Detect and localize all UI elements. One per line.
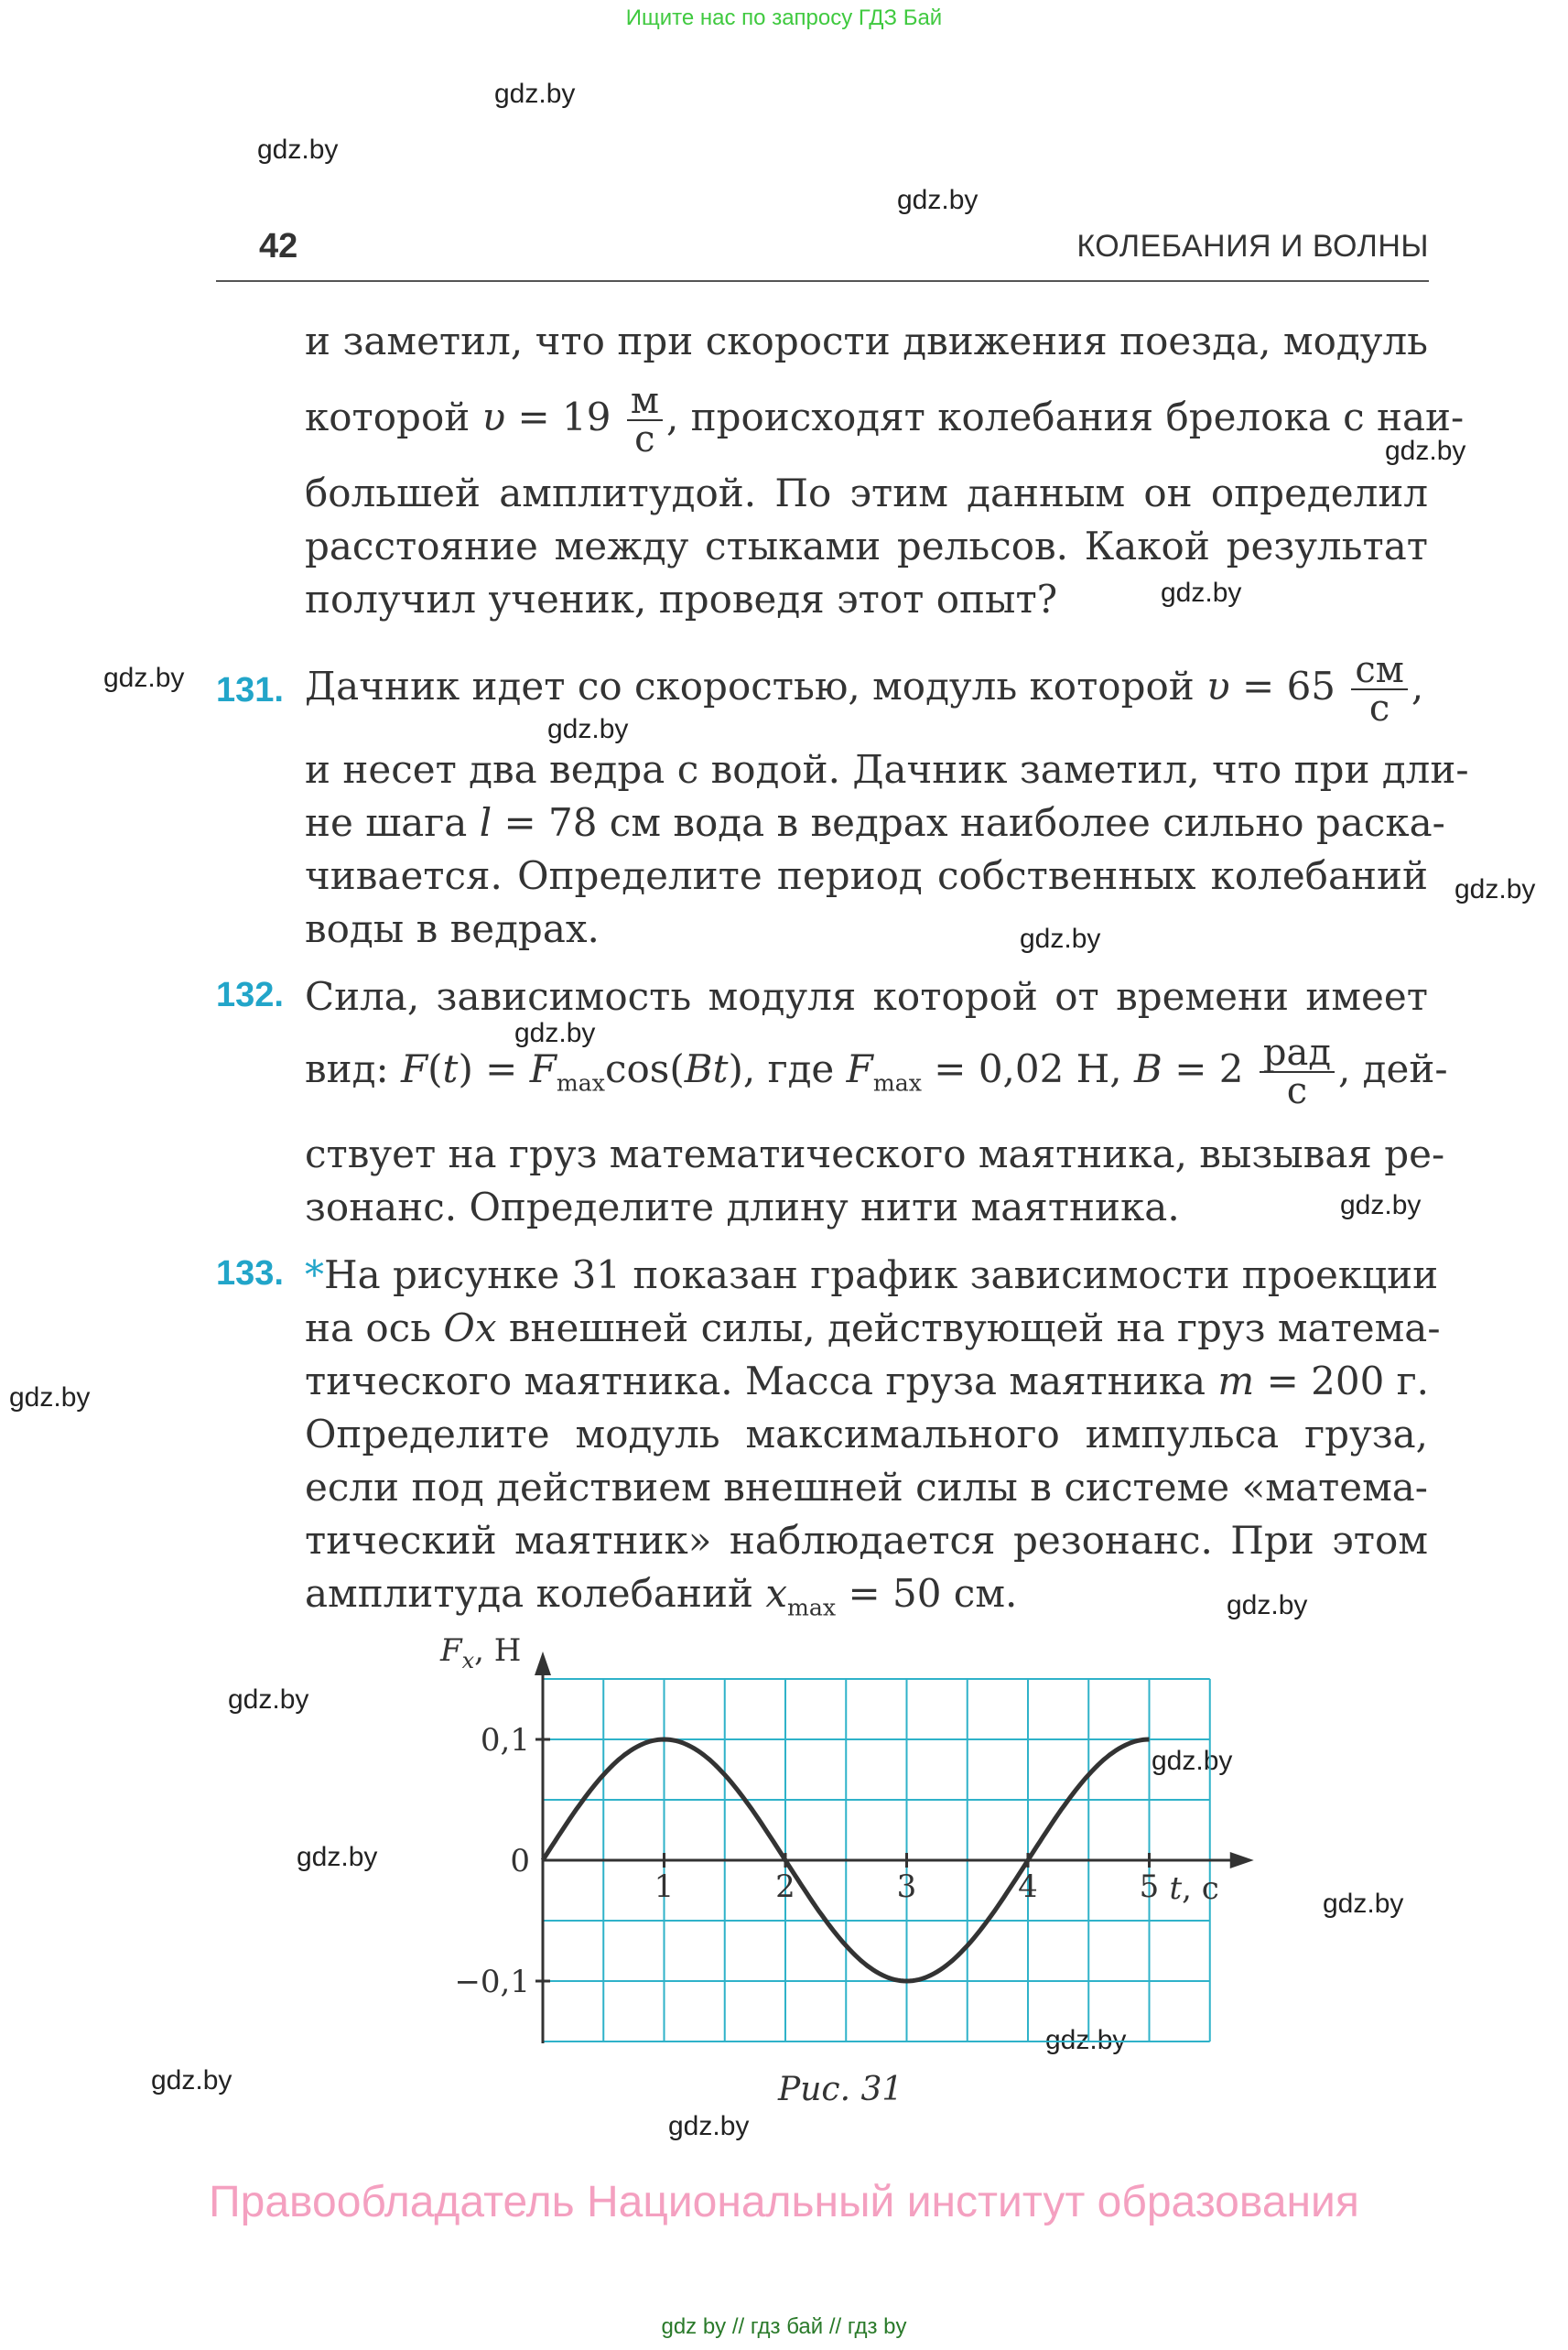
text-line: получил ученик, проведя этот опыт? — [305, 577, 1058, 622]
text-line: Определите модуль максимального импульса груза, — [305, 1412, 1428, 1457]
watermark: gdz.by — [1152, 1746, 1233, 1776]
watermark: gdz.by — [103, 663, 185, 693]
text-line: амплитуда колебаний $x_{max} = 50$ см. — [305, 1571, 1018, 1621]
copyright-owner: Правообладатель Национальный институт образования — [209, 2178, 1359, 2226]
text-line: и заметил, что при скорости движения поезда, модуль — [305, 319, 1428, 363]
watermark: gdz.by — [547, 714, 629, 744]
watermark: gdz.by — [257, 135, 339, 165]
section-title: КОЛЕБАНИЯ И ВОЛНЫ — [1076, 229, 1429, 264]
watermark: gdz.by — [1045, 2025, 1127, 2055]
text-line: зонанс. Определите длину нити маятника. — [305, 1185, 1180, 1229]
text-line: чивается. Определите период собственных колебаний — [305, 853, 1428, 898]
text-line: ствует на груз математического маятника, вызывая ре- — [305, 1132, 1445, 1176]
text-line: большей амплитудой. По этим данным он определил — [305, 471, 1428, 515]
page-number: 42 — [259, 227, 298, 265]
text-line: вид: $F(t) = F_{max}\cos(Bt)$, где $F_{max} = 0,02$ Н, B = 2 $\frac{\text{рад}}{с}$ , дей- — [305, 1032, 1448, 1112]
watermark: gdz.by — [9, 1382, 91, 1413]
text-line: которой υ = 19 $\frac{м}{с}$ , происходят колебания брелока с наи- — [305, 380, 1465, 460]
fraction: $\frac{см}{с}$ — [1351, 652, 1408, 727]
axes — [535, 1651, 1254, 2043]
header-rule — [216, 280, 1429, 282]
force-time-graph — [430, 1632, 1254, 2060]
text-line: расстояние между стыками рельсов. Какой результат — [305, 524, 1428, 569]
x-axis-arrow — [1230, 1852, 1254, 1868]
fraction: $\frac{\text{рад}}{с}$ — [1260, 1034, 1335, 1110]
x-tick-label: 3 — [896, 1868, 917, 1905]
watermark: gdz.by — [1227, 1590, 1308, 1620]
watermark: gdz.by — [297, 1842, 378, 1872]
y-tick-label: 0,1 — [480, 1722, 530, 1759]
x-tick-label: 5 — [1139, 1868, 1160, 1905]
watermark: gdz.by — [1454, 874, 1536, 904]
text-line: тический маятник» наблюдается резонанс. При этом — [305, 1518, 1428, 1563]
y-tick-label: −0,1 — [454, 1964, 530, 2000]
watermark: gdz.by — [668, 2111, 750, 2141]
text-line: и несет два ведра с водой. Дачник заметил, что при дли- — [305, 747, 1469, 792]
text-line: на ось Ox внешней силы, действующей на груз матема- — [305, 1305, 1441, 1350]
x-tick-label: 1 — [654, 1868, 675, 1905]
y-tick-label: 0 — [510, 1843, 530, 1879]
y-axis-arrow — [535, 1651, 551, 1675]
text-line: Дачник идет со скоростью, модуль которой υ = 65 $\frac{см}{с}$ , — [305, 649, 1424, 730]
x-tick-label: 4 — [1018, 1868, 1038, 1905]
watermark: gdz.by — [494, 79, 576, 109]
top-search-note: Ищите нас по запросу ГДЗ Бай — [625, 5, 943, 30]
watermark: gdz.by — [514, 1018, 596, 1048]
text-line: Сила, зависимость модуля которой от времени имеет — [305, 974, 1428, 1019]
text-line: тического маятника. Масса груза маятника m = 200 г. — [305, 1359, 1430, 1403]
problem-number: 133. — [216, 1254, 284, 1293]
fraction: $\frac{м}{с}$ — [627, 383, 663, 458]
watermark: gdz.by — [897, 185, 979, 215]
watermark: gdz.by — [1323, 1889, 1404, 1919]
problem-number: 131. — [216, 671, 284, 709]
watermark: gdz.by — [228, 1684, 309, 1715]
watermark: gdz.by — [1340, 1190, 1422, 1220]
text-line: не шага l = 78 см вода в ведрах наиболее сильно раска- — [305, 800, 1445, 845]
text-line: *На рисунке 31 показан график зависимости проекции — [305, 1252, 1439, 1297]
y-axis-label: $F_x$, Н — [440, 1632, 522, 1673]
watermark: gdz.by — [1385, 436, 1466, 466]
watermark: gdz.by — [1161, 578, 1242, 608]
x-tick-label: 2 — [775, 1868, 795, 1905]
problem-number: 132. — [216, 976, 284, 1014]
footer-links: gdz by // гдз бай // гдз by — [661, 2314, 907, 2339]
text-line: воды в ведрах. — [305, 906, 600, 951]
figure-caption: Рис. 31 — [778, 2071, 903, 2108]
watermark: gdz.by — [151, 2065, 232, 2096]
text-line: если под действием внешней силы в системе «матема- — [305, 1465, 1428, 1510]
x-axis-label: t, с — [1169, 1870, 1219, 1907]
watermark: gdz.by — [1020, 924, 1101, 954]
